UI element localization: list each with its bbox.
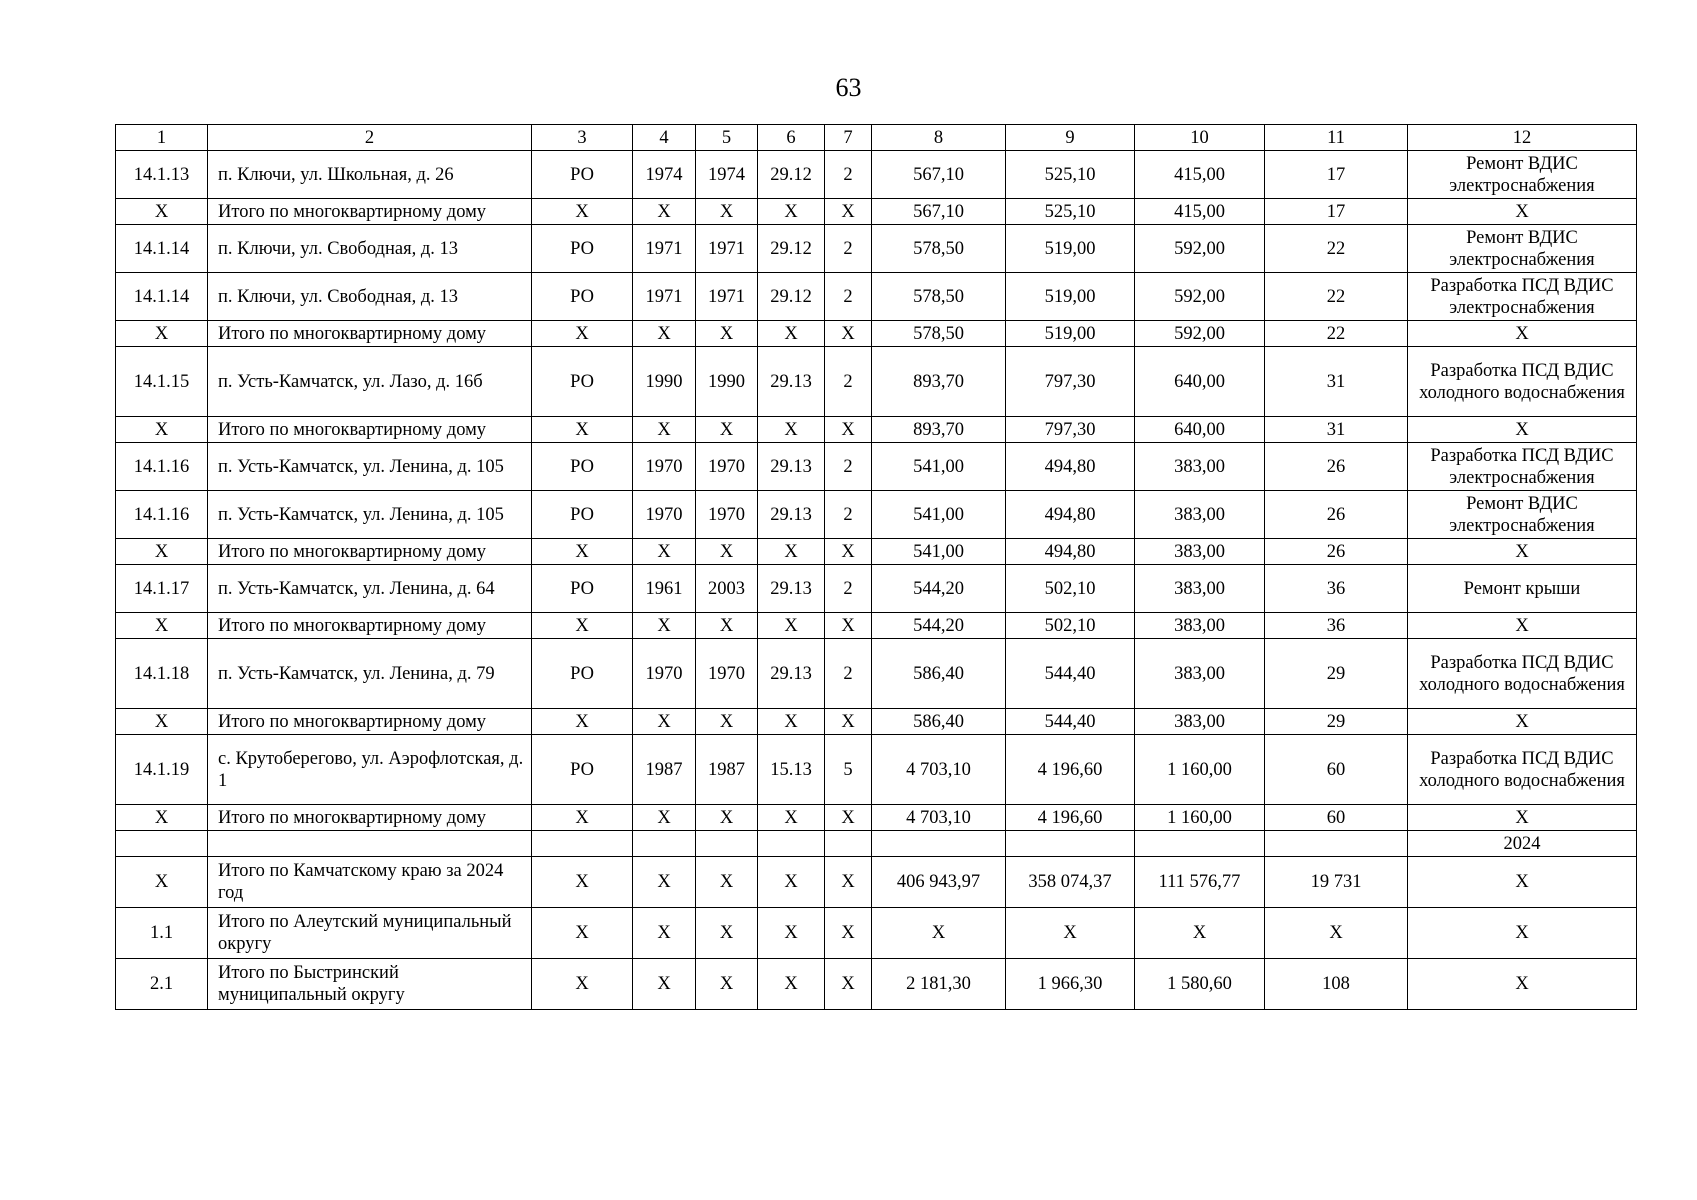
table-cell-col-3: Х xyxy=(532,908,633,959)
table-cell-col-9: 544,40 xyxy=(1006,709,1135,735)
table-cell-col-10: 383,00 xyxy=(1135,709,1265,735)
table-row xyxy=(116,321,1637,347)
table-cell-col-12: Х xyxy=(1408,709,1637,735)
table-cell-col-7: Х xyxy=(825,613,872,639)
table-cell-col-3: Х xyxy=(532,857,633,908)
table-cell-col-10: 383,00 xyxy=(1135,443,1265,491)
table-cell-col-12: Ремонт крыши xyxy=(1408,565,1637,613)
table-cell-col-2: Итого по многоквартирному дому xyxy=(208,709,532,735)
table-cell-col-5: Х xyxy=(696,321,758,347)
table-cell-col-4: 1971 xyxy=(633,273,696,321)
table-cell-col-2: Итого по многоквартирному дому xyxy=(208,321,532,347)
table-cell-col-11: 17 xyxy=(1265,199,1408,225)
table-cell-col-4: 1990 xyxy=(633,347,696,417)
table-cell-col-5: 1987 xyxy=(696,735,758,805)
table-row xyxy=(116,539,1637,565)
table-cell-col-9: 525,10 xyxy=(1006,199,1135,225)
table-cell-col-7: 2 xyxy=(825,347,872,417)
table-cell-col-11: 36 xyxy=(1265,565,1408,613)
table-row xyxy=(116,959,1637,1010)
table-cell-col-10: 1 160,00 xyxy=(1135,735,1265,805)
table-cell-col-4: Х xyxy=(633,857,696,908)
table-cell-col-12: Х xyxy=(1408,959,1637,1010)
table-row xyxy=(116,709,1637,735)
data-table xyxy=(115,124,1637,1010)
header-cell-col-6: 6 xyxy=(758,125,825,151)
table-cell-col-5: 1974 xyxy=(696,151,758,199)
table-cell-col-2: Итого по многоквартирному дому xyxy=(208,199,532,225)
table-cell-col-3: Х xyxy=(532,805,633,831)
table-cell-col-11: 22 xyxy=(1265,273,1408,321)
table-cell-col-10: 383,00 xyxy=(1135,539,1265,565)
table-cell-col-7: Х xyxy=(825,709,872,735)
table-cell-col-1: 14.1.16 xyxy=(116,443,208,491)
table-cell-col-1: 14.1.19 xyxy=(116,735,208,805)
table-cell-col-6: Х xyxy=(758,908,825,959)
table-cell-col-4: Х xyxy=(633,805,696,831)
table-cell-col-12: Разработка ПСД ВДИС электроснабжения xyxy=(1408,273,1637,321)
table-cell-col-5: Х xyxy=(696,709,758,735)
table-cell-col-10: 415,00 xyxy=(1135,151,1265,199)
header-cell-col-5: 5 xyxy=(696,125,758,151)
table-cell-col-3: РО xyxy=(532,565,633,613)
table-cell-col-1: 14.1.18 xyxy=(116,639,208,709)
table-cell-col-12: Разработка ПСД ВДИС холодного водоснабжения xyxy=(1408,347,1637,417)
table-row xyxy=(116,565,1637,613)
table-cell-col-3: РО xyxy=(532,639,633,709)
table-cell-col-4: 1987 xyxy=(633,735,696,805)
table-cell-col-10 xyxy=(1135,831,1265,857)
table-cell-col-3: РО xyxy=(532,443,633,491)
table-row xyxy=(116,857,1637,908)
table-cell-col-5: Х xyxy=(696,908,758,959)
table-cell-col-12: Разработка ПСД ВДИС холодного водоснабжения xyxy=(1408,735,1637,805)
table-cell-col-2: п. Усть-Камчатск, ул. Ленина, д. 105 xyxy=(208,491,532,539)
table-cell-col-11: 29 xyxy=(1265,709,1408,735)
table-row xyxy=(116,199,1637,225)
table-cell-col-2: п. Усть-Камчатск, ул. Ленина, д. 79 xyxy=(208,639,532,709)
table-cell-col-8 xyxy=(872,831,1006,857)
table-cell-col-8: 544,20 xyxy=(872,613,1006,639)
table-cell-col-10: 383,00 xyxy=(1135,613,1265,639)
table-cell-col-3: Х xyxy=(532,199,633,225)
table-cell-col-6: Х xyxy=(758,321,825,347)
table-row xyxy=(116,225,1637,273)
table-row xyxy=(116,831,1637,857)
table-cell-col-1: Х xyxy=(116,321,208,347)
table-cell-col-6: 29.13 xyxy=(758,565,825,613)
table-cell-col-3: Х xyxy=(532,959,633,1010)
table-cell-col-2: п. Ключи, ул. Свободная, д. 13 xyxy=(208,273,532,321)
table-cell-col-9: 519,00 xyxy=(1006,273,1135,321)
table-cell-col-12: Х xyxy=(1408,417,1637,443)
table-cell-col-8: 2 181,30 xyxy=(872,959,1006,1010)
table-cell-col-2: Итого по многоквартирному дому xyxy=(208,613,532,639)
table-row xyxy=(116,347,1637,417)
table-cell-col-8: 893,70 xyxy=(872,347,1006,417)
table-cell-col-2 xyxy=(208,831,532,857)
header-cell-col-3: 3 xyxy=(532,125,633,151)
table-cell-col-3: Х xyxy=(532,613,633,639)
table-cell-col-4: Х xyxy=(633,321,696,347)
table-cell-col-6: Х xyxy=(758,613,825,639)
table-cell-col-12: Ремонт ВДИС электроснабжения xyxy=(1408,225,1637,273)
table-cell-col-9: 494,80 xyxy=(1006,443,1135,491)
table-cell-col-5: 1990 xyxy=(696,347,758,417)
table-cell-col-5: 1971 xyxy=(696,225,758,273)
table-cell-col-7: Х xyxy=(825,417,872,443)
table-cell-col-5: 1970 xyxy=(696,491,758,539)
table-cell-col-12: Х xyxy=(1408,857,1637,908)
table-row xyxy=(116,805,1637,831)
table-cell-col-3 xyxy=(532,831,633,857)
table-row xyxy=(116,417,1637,443)
table-cell-col-2: Итого по многоквартирному дому xyxy=(208,539,532,565)
table-cell-col-7: Х xyxy=(825,857,872,908)
table-cell-col-6: Х xyxy=(758,417,825,443)
table-cell-col-8: 541,00 xyxy=(872,443,1006,491)
table-cell-col-2: п. Ключи, ул. Школьная, д. 26 xyxy=(208,151,532,199)
table-cell-col-4: 1971 xyxy=(633,225,696,273)
table-cell-col-7: Х xyxy=(825,805,872,831)
table-cell-col-9 xyxy=(1006,831,1135,857)
table-cell-col-2: п. Усть-Камчатск, ул. Ленина, д. 105 xyxy=(208,443,532,491)
table-cell-col-12: Х xyxy=(1408,613,1637,639)
table-cell-col-5: Х xyxy=(696,805,758,831)
header-cell-col-4: 4 xyxy=(633,125,696,151)
table-cell-col-9: 4 196,60 xyxy=(1006,805,1135,831)
table-cell-col-10: 415,00 xyxy=(1135,199,1265,225)
table-cell-col-5: 1971 xyxy=(696,273,758,321)
table-cell-col-8: 578,50 xyxy=(872,321,1006,347)
table-cell-col-12: 2024 xyxy=(1408,831,1637,857)
table-cell-col-3: Х xyxy=(532,321,633,347)
table-cell-col-9: 519,00 xyxy=(1006,225,1135,273)
table-cell-col-4: Х xyxy=(633,539,696,565)
table-cell-col-6: 29.13 xyxy=(758,639,825,709)
table-cell-col-11: Х xyxy=(1265,908,1408,959)
table-cell-col-1: 14.1.16 xyxy=(116,491,208,539)
table-cell-col-11: 60 xyxy=(1265,735,1408,805)
table-cell-col-8: 567,10 xyxy=(872,151,1006,199)
table-cell-col-8: 544,20 xyxy=(872,565,1006,613)
table-cell-col-1: Х xyxy=(116,613,208,639)
table-cell-col-11: 22 xyxy=(1265,225,1408,273)
table-cell-col-5: 1970 xyxy=(696,443,758,491)
table-cell-col-12: Разработка ПСД ВДИС электроснабжения xyxy=(1408,443,1637,491)
table-cell-col-5: Х xyxy=(696,959,758,1010)
table-cell-col-8: 578,50 xyxy=(872,225,1006,273)
table-cell-col-5: 1970 xyxy=(696,639,758,709)
table-cell-col-11: 60 xyxy=(1265,805,1408,831)
table-row xyxy=(116,639,1637,709)
table-cell-col-2: Итого по Быстринский муниципальный округу xyxy=(208,959,532,1010)
table-cell-col-12: Ремонт ВДИС электроснабжения xyxy=(1408,491,1637,539)
table-cell-col-1: 14.1.14 xyxy=(116,225,208,273)
table-cell-col-7: Х xyxy=(825,959,872,1010)
table-cell-col-10: 640,00 xyxy=(1135,347,1265,417)
table-cell-col-9: 544,40 xyxy=(1006,639,1135,709)
table-cell-col-9: 1 966,30 xyxy=(1006,959,1135,1010)
table-cell-col-6: 29.12 xyxy=(758,273,825,321)
table-cell-col-10: 592,00 xyxy=(1135,273,1265,321)
table-cell-col-12: Х xyxy=(1408,321,1637,347)
table-cell-col-6: 29.13 xyxy=(758,443,825,491)
table-cell-col-7: 2 xyxy=(825,443,872,491)
table-cell-col-10: 383,00 xyxy=(1135,565,1265,613)
table-cell-col-12: Разработка ПСД ВДИС холодного водоснабжения xyxy=(1408,639,1637,709)
table-cell-col-2: Итого по многоквартирному дому xyxy=(208,805,532,831)
table-cell-col-11: 36 xyxy=(1265,613,1408,639)
table-cell-col-1: Х xyxy=(116,539,208,565)
table-cell-col-7: Х xyxy=(825,908,872,959)
table-cell-col-2: п. Усть-Камчатск, ул. Ленина, д. 64 xyxy=(208,565,532,613)
table-cell-col-2: Итого по Камчатскому краю за 2024 год xyxy=(208,857,532,908)
table-cell-col-3: Х xyxy=(532,417,633,443)
table-cell-col-10: 592,00 xyxy=(1135,321,1265,347)
table-cell-col-2: с. Крутоберегово, ул. Аэрофлотская, д. 1 xyxy=(208,735,532,805)
table-cell-col-7: Х xyxy=(825,199,872,225)
table-cell-col-1: 14.1.14 xyxy=(116,273,208,321)
table-cell-col-11: 26 xyxy=(1265,443,1408,491)
table-cell-col-3: РО xyxy=(532,225,633,273)
table-cell-col-10: 111 576,77 xyxy=(1135,857,1265,908)
table-cell-col-12: Х xyxy=(1408,805,1637,831)
table-cell-col-4: 1961 xyxy=(633,565,696,613)
table-cell-col-4: Х xyxy=(633,908,696,959)
table-cell-col-10: 383,00 xyxy=(1135,639,1265,709)
table-cell-col-6: 29.13 xyxy=(758,347,825,417)
table-cell-col-4: 1970 xyxy=(633,443,696,491)
table-cell-col-2: Итого по Алеутский муниципальный округу xyxy=(208,908,532,959)
table-cell-col-9: 494,80 xyxy=(1006,539,1135,565)
table-cell-col-9: 797,30 xyxy=(1006,347,1135,417)
table-cell-col-9: Х xyxy=(1006,908,1135,959)
table-cell-col-6 xyxy=(758,831,825,857)
table-cell-col-11: 22 xyxy=(1265,321,1408,347)
table-cell-col-12: Х xyxy=(1408,199,1637,225)
table-cell-col-12: Х xyxy=(1408,539,1637,565)
header-cell-col-7: 7 xyxy=(825,125,872,151)
header-cell-col-11: 11 xyxy=(1265,125,1408,151)
table-cell-col-5: Х xyxy=(696,857,758,908)
table-cell-col-9: 797,30 xyxy=(1006,417,1135,443)
table-cell-col-3: Х xyxy=(532,539,633,565)
table-cell-col-11: 17 xyxy=(1265,151,1408,199)
header-cell-col-10: 10 xyxy=(1135,125,1265,151)
table-cell-col-9: 525,10 xyxy=(1006,151,1135,199)
table-cell-col-1: Х xyxy=(116,417,208,443)
table-cell-col-7: Х xyxy=(825,539,872,565)
table-cell-col-8: 586,40 xyxy=(872,639,1006,709)
table-cell-col-5 xyxy=(696,831,758,857)
table-header-row xyxy=(116,125,1637,151)
table-cell-col-10: 1 580,60 xyxy=(1135,959,1265,1010)
table-cell-col-4 xyxy=(633,831,696,857)
table-cell-col-9: 358 074,37 xyxy=(1006,857,1135,908)
table-cell-col-8: 586,40 xyxy=(872,709,1006,735)
table-cell-col-6: 29.13 xyxy=(758,491,825,539)
table-cell-col-9: 494,80 xyxy=(1006,491,1135,539)
header-cell-col-2: 2 xyxy=(208,125,532,151)
table-cell-col-9: 519,00 xyxy=(1006,321,1135,347)
table-cell-col-8: 578,50 xyxy=(872,273,1006,321)
table-row xyxy=(116,151,1637,199)
table-cell-col-9: 502,10 xyxy=(1006,613,1135,639)
table-cell-col-11: 31 xyxy=(1265,417,1408,443)
table-cell-col-7: 2 xyxy=(825,491,872,539)
table-cell-col-3: РО xyxy=(532,273,633,321)
table-cell-col-10: 1 160,00 xyxy=(1135,805,1265,831)
table-cell-col-8: 4 703,10 xyxy=(872,735,1006,805)
table-cell-col-6: 29.12 xyxy=(758,225,825,273)
table-cell-col-11: 26 xyxy=(1265,491,1408,539)
table-cell-col-4: Х xyxy=(633,959,696,1010)
table-cell-col-1: 14.1.13 xyxy=(116,151,208,199)
table-cell-col-10: 592,00 xyxy=(1135,225,1265,273)
table-cell-col-1: 1.1 xyxy=(116,908,208,959)
table-cell-col-2: п. Ключи, ул. Свободная, д. 13 xyxy=(208,225,532,273)
table-cell-col-4: 1970 xyxy=(633,491,696,539)
table-cell-col-11: 29 xyxy=(1265,639,1408,709)
table-row xyxy=(116,908,1637,959)
table-cell-col-11 xyxy=(1265,831,1408,857)
table-row xyxy=(116,273,1637,321)
table-cell-col-1: Х xyxy=(116,199,208,225)
table-cell-col-3: РО xyxy=(532,151,633,199)
header-cell-col-12: 12 xyxy=(1408,125,1637,151)
table-cell-col-8: 567,10 xyxy=(872,199,1006,225)
table-cell-col-9: 4 196,60 xyxy=(1006,735,1135,805)
table-body xyxy=(116,125,1637,1010)
table-cell-col-7 xyxy=(825,831,872,857)
table-cell-col-12: Х xyxy=(1408,908,1637,959)
table-cell-col-4: Х xyxy=(633,709,696,735)
table-cell-col-5: Х xyxy=(696,613,758,639)
table-cell-col-4: Х xyxy=(633,613,696,639)
table-cell-col-3: РО xyxy=(532,735,633,805)
table-cell-col-8: 541,00 xyxy=(872,491,1006,539)
table-cell-col-6: 15.13 xyxy=(758,735,825,805)
table-row xyxy=(116,613,1637,639)
table-cell-col-7: 2 xyxy=(825,225,872,273)
table-cell-col-4: 1974 xyxy=(633,151,696,199)
header-cell-col-1: 1 xyxy=(116,125,208,151)
table-cell-col-3: РО xyxy=(532,491,633,539)
table-cell-col-6: Х xyxy=(758,805,825,831)
table-cell-col-1: Х xyxy=(116,857,208,908)
table-cell-col-3: Х xyxy=(532,709,633,735)
table-cell-col-5: Х xyxy=(696,199,758,225)
table-cell-col-11: 108 xyxy=(1265,959,1408,1010)
table-row xyxy=(116,735,1637,805)
table-cell-col-3: РО xyxy=(532,347,633,417)
table-cell-col-1 xyxy=(116,831,208,857)
header-cell-col-8: 8 xyxy=(872,125,1006,151)
table-cell-col-7: 2 xyxy=(825,639,872,709)
table-cell-col-10: 383,00 xyxy=(1135,491,1265,539)
table-cell-col-7: Х xyxy=(825,321,872,347)
table-cell-col-7: 2 xyxy=(825,151,872,199)
table-cell-col-8: 893,70 xyxy=(872,417,1006,443)
table-cell-col-4: Х xyxy=(633,417,696,443)
table-cell-col-1: 2.1 xyxy=(116,959,208,1010)
table-cell-col-8: 541,00 xyxy=(872,539,1006,565)
table-cell-col-1: Х xyxy=(116,709,208,735)
table-cell-col-7: 2 xyxy=(825,565,872,613)
table-cell-col-6: Х xyxy=(758,709,825,735)
table-cell-col-6: 29.12 xyxy=(758,151,825,199)
table-cell-col-2: Итого по многоквартирному дому xyxy=(208,417,532,443)
table-cell-col-1: 14.1.17 xyxy=(116,565,208,613)
table-cell-col-4: Х xyxy=(633,199,696,225)
table-cell-col-10: 640,00 xyxy=(1135,417,1265,443)
table-cell-col-12: Ремонт ВДИС электроснабжения xyxy=(1408,151,1637,199)
table-row xyxy=(116,491,1637,539)
table-cell-col-6: Х xyxy=(758,959,825,1010)
header-cell-col-9: 9 xyxy=(1006,125,1135,151)
table-cell-col-9: 502,10 xyxy=(1006,565,1135,613)
page-number: 63 xyxy=(835,73,862,102)
table-cell-col-11: 19 731 xyxy=(1265,857,1408,908)
table-cell-col-7: 2 xyxy=(825,273,872,321)
table-cell-col-6: Х xyxy=(758,539,825,565)
table-cell-col-10: Х xyxy=(1135,908,1265,959)
table-cell-col-2: п. Усть-Камчатск, ул. Лазо, д. 16б xyxy=(208,347,532,417)
table-row xyxy=(116,443,1637,491)
table-cell-col-7: 5 xyxy=(825,735,872,805)
table-cell-col-4: 1970 xyxy=(633,639,696,709)
table-cell-col-5: Х xyxy=(696,417,758,443)
table-cell-col-1: 14.1.15 xyxy=(116,347,208,417)
table-cell-col-11: 31 xyxy=(1265,347,1408,417)
table-cell-col-6: Х xyxy=(758,199,825,225)
table-cell-col-5: Х xyxy=(696,539,758,565)
table-cell-col-5: 2003 xyxy=(696,565,758,613)
table-cell-col-8: 406 943,97 xyxy=(872,857,1006,908)
table-cell-col-8: 4 703,10 xyxy=(872,805,1006,831)
table-cell-col-6: Х xyxy=(758,857,825,908)
table-cell-col-8: Х xyxy=(872,908,1006,959)
table-cell-col-1: Х xyxy=(116,805,208,831)
table-cell-col-11: 26 xyxy=(1265,539,1408,565)
